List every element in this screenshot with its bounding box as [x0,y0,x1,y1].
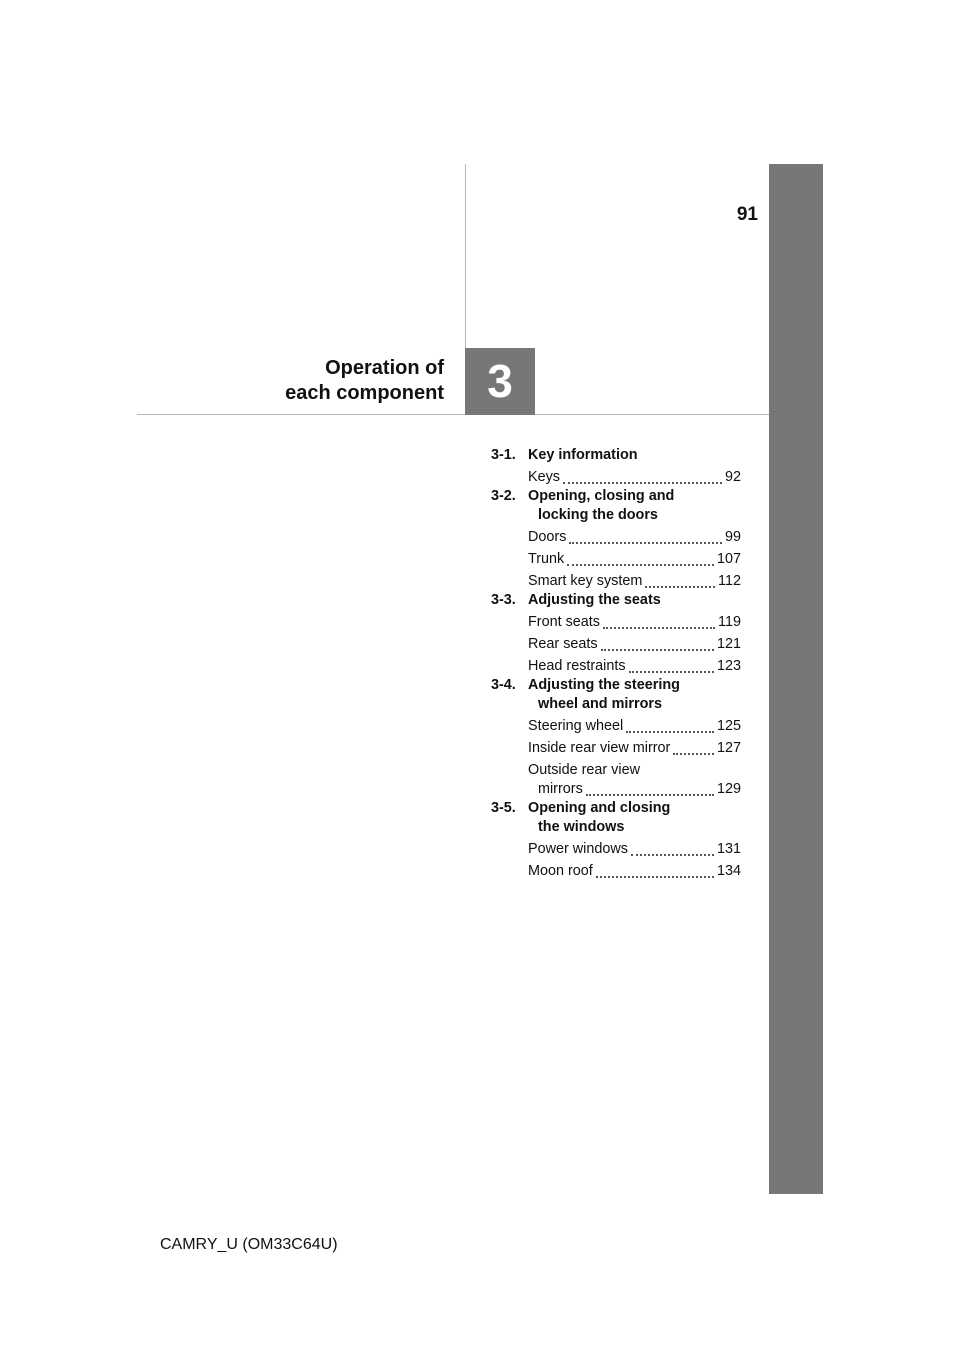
toc-leader-dots [596,875,714,878]
toc-entry-title: Head restraints [528,658,626,674]
toc-section-title-line-2: wheel and mirrors [538,696,662,712]
toc-entry-list [491,468,741,487]
toc-entry-list [491,840,741,881]
toc-leader-dots [626,730,714,733]
table-of-contents [491,446,741,881]
toc-section-title-line-1: Opening and closing [528,800,671,816]
toc-leader-dots [629,670,714,673]
toc-entry-title: Inside rear view mirror [528,740,671,756]
toc-entry-page: 99 [724,529,741,545]
toc-leader-dots [603,626,715,629]
toc-section-title-line-1: Adjusting the seats [528,592,661,608]
toc-section-number: 3-3. [491,592,516,608]
toc-section [491,799,741,881]
toc-section-title-line-2: the windows [538,819,625,835]
toc-section-title[interactable] [528,799,741,837]
toc-section-title-line-1: Opening, closing and [528,488,675,504]
toc-section-number: 3-2. [491,488,516,504]
toc-entry[interactable] [528,761,741,799]
toc-entry[interactable] [528,840,741,859]
toc-entry-title: Outside rear view [528,762,640,778]
toc-entry-line-2 [528,780,741,799]
toc-entry-page: 121 [716,636,741,652]
toc-entry-title: Power windows [528,841,628,857]
toc-section-number: 3-5. [491,800,516,816]
toc-entry[interactable] [528,468,741,487]
toc-section [491,676,741,799]
toc-entry[interactable] [528,862,741,881]
toc-entry-list [491,528,741,591]
toc-entry[interactable] [528,550,741,569]
toc-leader-dots [586,793,714,796]
header-vertical-rule [465,164,466,348]
toc-leader-dots [567,563,714,566]
toc-entry[interactable] [528,739,741,758]
toc-entry-title-continued: mirrors [538,781,583,797]
toc-leader-dots [601,648,714,651]
toc-section-number: 3-4. [491,677,516,693]
chapter-number-box: 3 [465,348,535,415]
toc-section-title-line-1: Adjusting the steering [528,677,680,693]
toc-entry-line-1 [528,761,741,780]
toc-entry-page: 112 [718,573,741,589]
toc-entry-title: Front seats [528,614,600,630]
toc-leader-dots [645,585,715,588]
toc-entry-title: Moon roof [528,863,593,879]
toc-entry-page: 134 [716,863,741,879]
toc-entry-list [491,613,741,676]
chapter-side-tab [769,164,823,1194]
toc-entry-title: Steering wheel [528,718,624,734]
toc-entry-page: 119 [718,614,741,630]
toc-entry-title: Rear seats [528,636,598,652]
toc-section-heading [491,487,741,525]
toc-section-title[interactable] [528,487,741,525]
toc-section-heading [491,676,741,714]
chapter-title [200,356,444,406]
toc-entry[interactable] [528,572,741,591]
chapter-title-line-2: each component [285,382,444,404]
toc-section-title-line-1: Key information [528,447,638,463]
toc-section-title[interactable] [528,591,741,610]
toc-section-title[interactable] [528,446,741,465]
toc-entry[interactable] [528,635,741,654]
toc-section-heading [491,446,741,465]
toc-entry[interactable] [528,613,741,632]
toc-section-heading [491,591,741,610]
toc-entry-page: 127 [716,740,741,756]
page-number: 91 [736,204,758,225]
toc-section-title-line-2: locking the doors [538,507,658,523]
toc-leader-dots [563,481,722,484]
toc-leader-dots [569,541,722,544]
toc-section-number: 3-1. [491,447,516,463]
toc-entry-page: 123 [716,658,741,674]
toc-entry-page: 129 [716,781,741,797]
toc-entry[interactable] [528,528,741,547]
toc-entry-page: 107 [716,551,741,567]
toc-entry-title: Keys [528,469,560,485]
toc-entry[interactable] [528,657,741,676]
footer-code: CAMRY_U (OM33C64U) [160,1236,338,1253]
toc-entry-title: Trunk [528,551,565,567]
toc-entry-title: Doors [528,529,567,545]
toc-entry-list [491,717,741,799]
toc-leader-dots [673,752,714,755]
toc-leader-dots [631,853,714,856]
toc-section [491,591,741,676]
toc-entry-page: 125 [716,718,741,734]
toc-entry[interactable] [528,717,741,736]
toc-section [491,487,741,591]
chapter-title-line-1: Operation of [325,357,444,379]
toc-section [491,446,741,487]
toc-section-title[interactable] [528,676,741,714]
toc-section-heading [491,799,741,837]
toc-entry-page: 92 [724,469,741,485]
toc-entry-title: Smart key system [528,573,643,589]
toc-entry-page: 131 [716,841,741,857]
